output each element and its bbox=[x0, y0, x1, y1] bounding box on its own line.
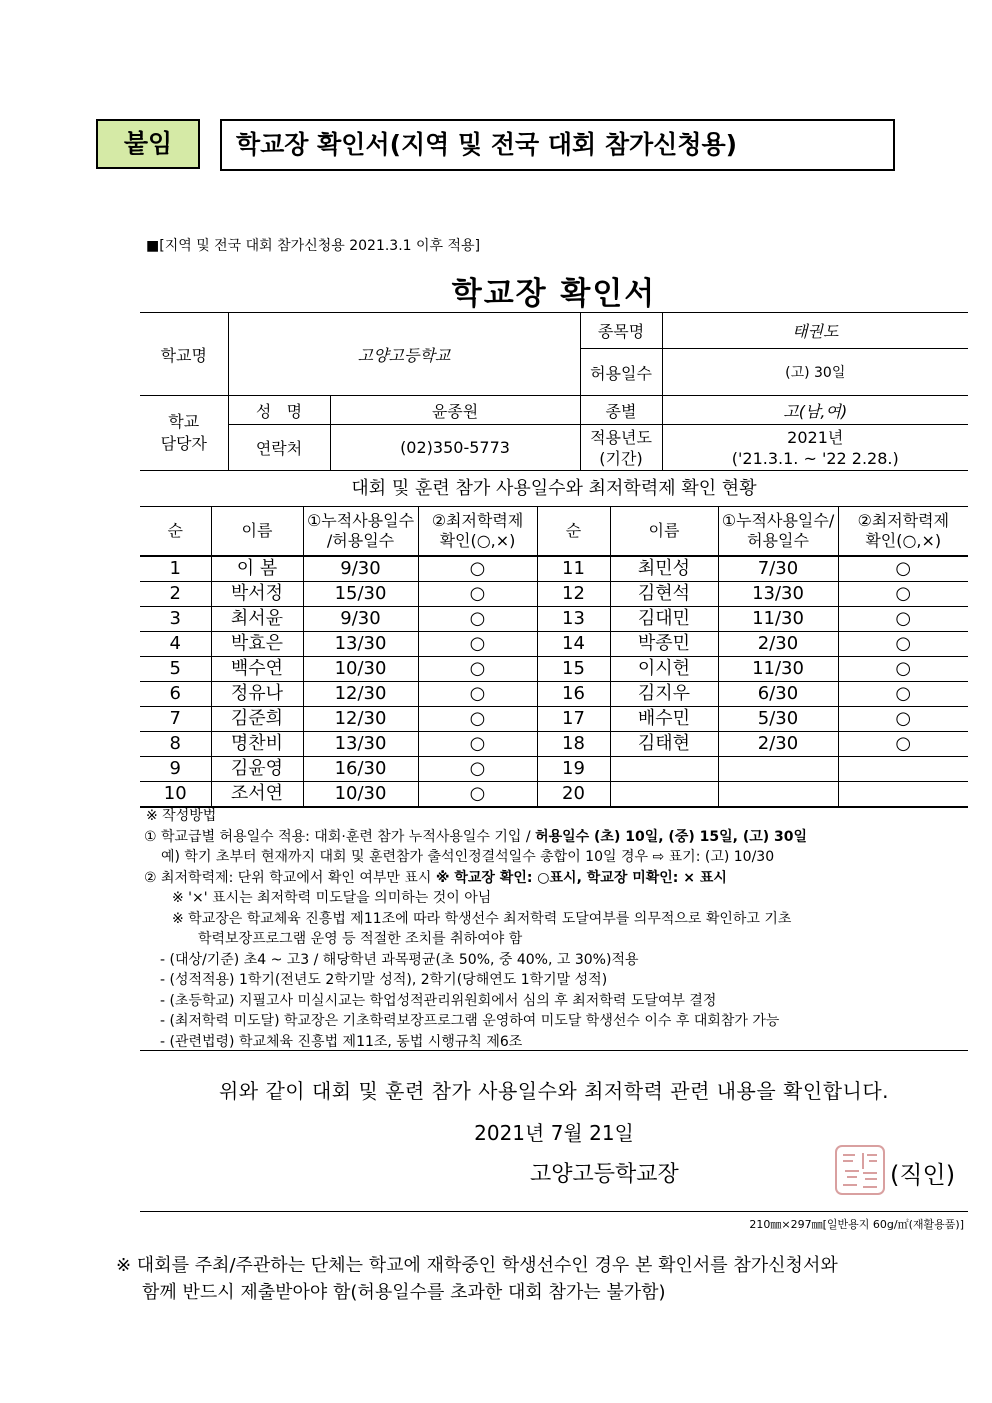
table-row bbox=[140, 757, 968, 782]
row-name-2: 배수민 bbox=[610, 707, 718, 732]
row-days: 16/30 bbox=[303, 757, 418, 782]
col-header-name: 이름 bbox=[211, 507, 303, 557]
manager-label: 학교 담당자 bbox=[140, 396, 228, 471]
row-name-2 bbox=[610, 757, 718, 782]
row-no: 7 bbox=[140, 707, 211, 732]
method-line-2: 예) 학기 초부터 현재까지 대회 및 훈련참가 출석인정결석일수 총합이 10일 경우 ⇨ 표기: (고) 10/30 bbox=[161, 849, 775, 865]
table-row bbox=[140, 582, 968, 607]
applicability-note: ■[지역 및 전국 대회 참가신청용 2021.3.1 이후 적용] bbox=[146, 238, 481, 254]
row-no-2: 17 bbox=[537, 707, 610, 732]
row-academic: ○ bbox=[418, 582, 537, 607]
row-name: 정유나 bbox=[211, 682, 303, 707]
row-name: 명찬비 bbox=[211, 732, 303, 757]
row-no-2: 16 bbox=[537, 682, 610, 707]
row-no: 2 bbox=[140, 582, 211, 607]
row-academic-2: ○ bbox=[838, 632, 968, 657]
row-days-2: 2/30 bbox=[718, 732, 838, 757]
row-no: 4 bbox=[140, 632, 211, 657]
row-days-2: 11/30 bbox=[718, 657, 838, 682]
row-no: 8 bbox=[140, 732, 211, 757]
row-name: 김준희 bbox=[211, 707, 303, 732]
method-line-3: ② 최저학력제: 단위 학교에서 확인 여부만 표시 ※ 학교장 확인: ○표시, 학교장 미확인: × 표시 bbox=[144, 869, 727, 886]
principal-name: 고양고등학교장 bbox=[530, 1162, 679, 1187]
row-days-2: 7/30 bbox=[718, 556, 838, 582]
row-no: 5 bbox=[140, 657, 211, 682]
sport-value: 태권도 bbox=[662, 313, 968, 349]
table-row bbox=[140, 657, 968, 682]
row-days: 12/30 bbox=[303, 682, 418, 707]
school-name-value: 고양고등학교 bbox=[228, 313, 580, 396]
row-academic: ○ bbox=[418, 682, 537, 707]
footnote bbox=[116, 1252, 916, 1306]
row-academic: ○ bbox=[418, 556, 537, 582]
row-name-2: 김대민 bbox=[610, 607, 718, 632]
method-line-10: - (최저학력 미도달) 학교장은 기초학력보장프로그램 운영하여 미도달 학생선수 이수 후 대회참가 가능 bbox=[160, 1013, 780, 1029]
attachment-tag: 붙임 bbox=[96, 119, 200, 169]
row-name-2: 박종민 bbox=[610, 632, 718, 657]
row-academic-2: ○ bbox=[838, 556, 968, 582]
table-header-row bbox=[140, 507, 968, 557]
row-name-2: 최민성 bbox=[610, 556, 718, 582]
row-name-2: 이시헌 bbox=[610, 657, 718, 682]
row-no-2: 14 bbox=[537, 632, 610, 657]
row-no-2: 15 bbox=[537, 657, 610, 682]
method-line-11: - (관련법령) 학교체육 진흥법 제11조, 동법 시행규칙 제6조 bbox=[160, 1033, 523, 1050]
sport-label: 종목명 bbox=[580, 313, 662, 349]
row-name: 김윤영 bbox=[211, 757, 303, 782]
col-header-name-2: 이름 bbox=[610, 507, 718, 557]
col-header-days-2: ①누적사용일수/ 허용일수 bbox=[718, 507, 838, 557]
period-label: 적용년도 (기간) bbox=[580, 425, 662, 471]
row-academic: ○ bbox=[418, 657, 537, 682]
row-no-2: 11 bbox=[537, 556, 610, 582]
table-row bbox=[140, 632, 968, 657]
row-academic: ○ bbox=[418, 732, 537, 757]
paper-spec: 210㎜×297㎜[일반용지 60g/㎡(재활용품)] bbox=[749, 1218, 964, 1231]
row-days: 9/30 bbox=[303, 556, 418, 582]
row-academic: ○ bbox=[418, 632, 537, 657]
row-days-2: 2/30 bbox=[718, 632, 838, 657]
row-days-2: 6/30 bbox=[718, 682, 838, 707]
header-title: 학교장 확인서(지역 및 전국 대회 참가신청용) bbox=[220, 119, 895, 171]
row-days-2 bbox=[718, 782, 838, 808]
method-line-8: - (성적적용) 1학기(전년도 2학기말 성적), 2학기(당해연도 1학기말 성적) bbox=[160, 972, 608, 988]
writing-method bbox=[144, 806, 970, 1052]
row-days-2 bbox=[718, 757, 838, 782]
row-no: 6 bbox=[140, 682, 211, 707]
table-row bbox=[140, 732, 968, 757]
row-days: 10/30 bbox=[303, 657, 418, 682]
col-header-academic-2: ②최저학력제 확인(○,×) bbox=[838, 507, 968, 557]
table-row bbox=[140, 682, 968, 707]
row-academic-2 bbox=[838, 782, 968, 808]
row-name: 박서정 bbox=[211, 582, 303, 607]
row-academic-2: ○ bbox=[838, 732, 968, 757]
row-academic-2: ○ bbox=[838, 582, 968, 607]
method-line-5: ※ 학교장은 학교체육 진흥법 제11조에 따라 학생선수 최저학력 도달여부를 의무적으로 확인하고 기초 bbox=[172, 910, 792, 927]
row-no: 1 bbox=[140, 556, 211, 582]
row-days: 13/30 bbox=[303, 732, 418, 757]
row-name: 백수연 bbox=[211, 657, 303, 682]
row-days: 12/30 bbox=[303, 707, 418, 732]
method-line-4: ※ '×' 표시는 최저학력 미도달을 의미하는 것이 아님 bbox=[172, 890, 492, 906]
row-no-2: 20 bbox=[537, 782, 610, 808]
contact-label: 연락처 bbox=[228, 425, 330, 471]
row-academic-2: ○ bbox=[838, 657, 968, 682]
footnote-line-2: 함께 반드시 제출받아야 함(허용일수를 초과한 대회 참가는 불가함) bbox=[142, 1282, 666, 1303]
row-days: 15/30 bbox=[303, 582, 418, 607]
table-row bbox=[140, 607, 968, 632]
category-label: 종별 bbox=[580, 396, 662, 425]
row-name-2: 김현석 bbox=[610, 582, 718, 607]
col-header-academic: ②최저학력제 확인(○,×) bbox=[418, 507, 537, 557]
footnote-line-1: ※ 대회를 주최/주관하는 단체는 학교에 재학중인 학생선수인 경우 본 확인서를 참가신청서와 bbox=[116, 1255, 838, 1276]
row-name: 박효은 bbox=[211, 632, 303, 657]
method-line-7: - (대상/기준) 초4 ~ 고3 / 해당학년 과목평균(초 50%, 중 40%, 고 30%)적용 bbox=[160, 951, 639, 968]
row-academic-2 bbox=[838, 757, 968, 782]
category-value: 고(남,여) bbox=[662, 396, 968, 425]
method-line-1: ① 학교급별 허용일수 적용: 대회·훈련 참가 누적사용일수 기입 / 허용일수 (초) 10일, (중) 15일, (고) 30일 bbox=[144, 828, 808, 845]
col-header-days: ①누적사용일수 /허용일수 bbox=[303, 507, 418, 557]
row-no: 10 bbox=[140, 782, 211, 808]
row-academic-2: ○ bbox=[838, 607, 968, 632]
issue-date: 2021년 7월 21일 bbox=[474, 1121, 634, 1145]
row-days-2: 13/30 bbox=[718, 582, 838, 607]
official-seal-stamp bbox=[833, 1143, 887, 1197]
row-name-2: 김지우 bbox=[610, 682, 718, 707]
row-academic: ○ bbox=[418, 707, 537, 732]
status-title: 대회 및 훈련 참가 사용일수와 최저학력제 확인 현황 bbox=[140, 472, 968, 507]
table-row bbox=[140, 556, 968, 582]
row-days-2: 5/30 bbox=[718, 707, 838, 732]
document-title: 학교장 확인서 bbox=[451, 276, 657, 312]
row-academic: ○ bbox=[418, 607, 537, 632]
row-no-2: 13 bbox=[537, 607, 610, 632]
row-name: 이 봄 bbox=[211, 556, 303, 582]
divider-bottom bbox=[140, 1211, 968, 1212]
period-range: ('21.3.1. ~ '22 2.28.) bbox=[731, 448, 899, 468]
row-no: 3 bbox=[140, 607, 211, 632]
row-no-2: 19 bbox=[537, 757, 610, 782]
col-header-no-2: 순 bbox=[537, 507, 610, 557]
row-no-2: 18 bbox=[537, 732, 610, 757]
row-academic: ○ bbox=[418, 782, 537, 808]
row-name: 최서윤 bbox=[211, 607, 303, 632]
row-name-2 bbox=[610, 782, 718, 808]
allowed-days-value: (고) 30일 bbox=[662, 349, 968, 396]
col-header-no: 순 bbox=[140, 507, 211, 557]
seal-label: (직인) bbox=[890, 1161, 956, 1189]
method-heading: ※ 작성방법 bbox=[146, 808, 217, 824]
row-name: 조서연 bbox=[211, 782, 303, 808]
row-no: 9 bbox=[140, 757, 211, 782]
school-info-table bbox=[140, 312, 968, 471]
contact-value: (02)350-5773 bbox=[330, 425, 580, 471]
period-year: 2021년 bbox=[787, 427, 844, 447]
school-name-label: 학교명 bbox=[140, 313, 228, 396]
row-academic-2: ○ bbox=[838, 707, 968, 732]
method-line-6: 학력보장프로그램 운영 등 적절한 조치를 취하여야 함 bbox=[198, 931, 523, 947]
row-academic-2: ○ bbox=[838, 682, 968, 707]
allowed-days-label: 허용일수 bbox=[580, 349, 662, 396]
row-name-2: 김태현 bbox=[610, 732, 718, 757]
row-days: 13/30 bbox=[303, 632, 418, 657]
table-row bbox=[140, 707, 968, 732]
manager-name-label: 성 명 bbox=[228, 396, 330, 425]
row-days-2: 11/30 bbox=[718, 607, 838, 632]
row-academic: ○ bbox=[418, 757, 537, 782]
usage-status-table bbox=[140, 506, 968, 808]
table-row bbox=[140, 782, 968, 808]
confirmation-text: 위와 같이 대회 및 훈련 참가 사용일수와 최저학력 관련 내용을 확인합니다. bbox=[218, 1079, 890, 1103]
manager-name-value: 윤종원 bbox=[330, 396, 580, 425]
period-value bbox=[662, 425, 968, 471]
row-days: 10/30 bbox=[303, 782, 418, 808]
row-days: 9/30 bbox=[303, 607, 418, 632]
row-no-2: 12 bbox=[537, 582, 610, 607]
method-line-9: - (초등학교) 지필고사 미실시교는 학업성적관리위원회에서 심의 후 최저학력 도달여부 결정 bbox=[160, 992, 717, 1009]
divider bbox=[140, 1050, 968, 1051]
